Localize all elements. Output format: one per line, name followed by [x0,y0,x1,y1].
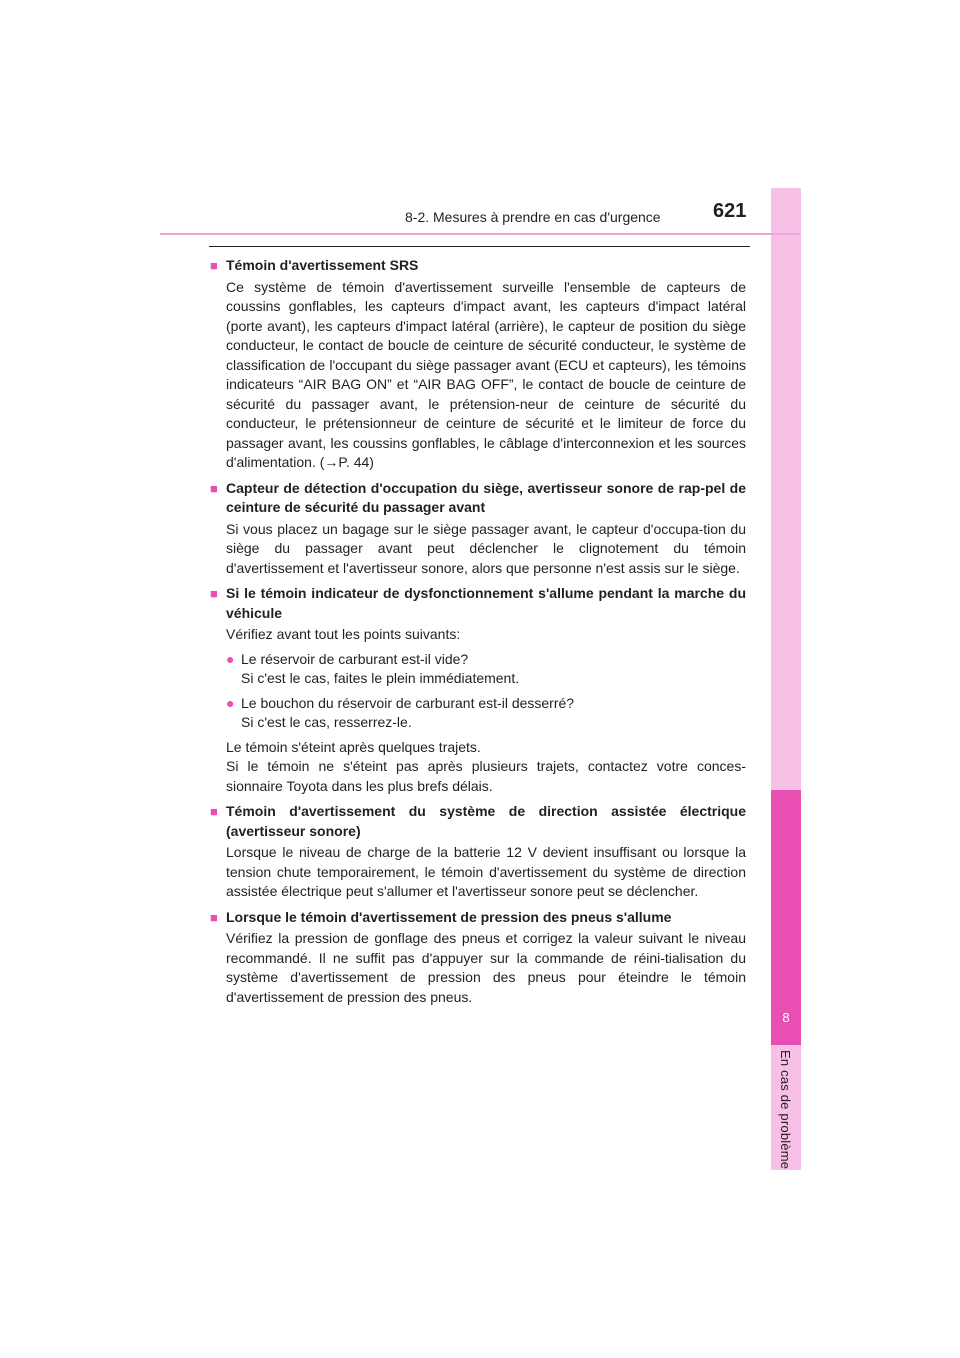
section-outro-line: Si le témoin ne s'éteint pas après plusieurs trajets, contactez votre conces-sionnaire Toyota dans les plus brefs délais. [226,758,746,794]
square-bullet-icon: ■ [210,804,218,819]
section-title [210,802,746,841]
chapter-side-tab [771,188,801,1170]
square-bullet-icon: ■ [210,586,218,601]
chapter-label: En cas de problème [778,1050,793,1170]
section-srs [210,256,746,473]
bullet-answer: Si c'est le cas, resserrez-le. [241,714,412,730]
section-tire-pressure [210,908,746,1008]
section-title-text: Si le témoin indicateur de dysfonctionnement s'allume pendant la marche du véhicule [226,585,746,621]
section-malfunction [210,584,746,796]
section-body: Lorsque le niveau de charge de la batterie 12 V devient insuffisant ou lorsque la tension chute temporairement, le témoin d'avertissement du système de direction assistée électrique peut s'allumer et l'avertisseur sonore peut se déclencher. [226,844,746,899]
bullet-question: Le bouchon du réservoir de carburant est-il desserré? [241,694,575,711]
section-title [210,584,746,623]
section-intro: Vérifiez avant tout les points suivants: [226,626,461,642]
section-body: Vérifiez la pression de gonflage des pneus et corrigez la valeur suivant le niveau recommandé. Il ne suffit pas d'appuyer sur la commande de réini-tialisation du système d'avertissement de pression des pneus pour éteindre le témoin d'avertissement de pression des pneus. [226,930,746,1005]
page-number: 621 [713,200,747,222]
chapter-number: 8 [782,1010,790,1025]
bullet-question: Le réservoir de carburant est-il vide? [241,650,469,667]
header-title: 8-2. Mesures à prendre en cas d'urgence [405,209,661,225]
section-title [210,256,746,276]
list-item [226,694,746,733]
square-bullet-icon: ■ [210,909,218,925]
page-content [210,256,746,1013]
header-rule [160,233,800,235]
section-title-text: Témoin d'avertissement SRS [226,257,419,273]
section-title-text: Lorsque le témoin d'avertissement de pression des pneus s'allume [226,908,672,925]
section-title [210,908,746,928]
section-title [210,479,746,518]
section-title-text: Témoin d'avertissement du système de direction assistée électrique (avertisseur sonore) [226,803,746,839]
circle-bullet-icon: ● [226,650,235,667]
section-outro-line: Le témoin s'éteint après quelques trajets. [226,738,481,755]
content-rule [209,246,750,247]
circle-bullet-icon: ● [226,694,235,711]
bullet-answer: Si c'est le cas, faites le plein immédiatement. [241,670,520,686]
chapter-marker [771,790,801,1045]
list-item [226,650,746,689]
section-body: Si vous placez un bagage sur le siège passager avant, le capteur d'occupa-tion du siège du passager avant peut déclencher le clignotement du témoin d'avertissement et l'avertisseur sonore, alors que personne n'est assis sur le siège. [226,520,746,576]
section-power-steering [210,802,746,902]
square-bullet-icon: ■ [210,258,218,273]
square-bullet-icon: ■ [210,480,218,496]
section-title-text: Capteur de détection d'occupation du siège, avertisseur sonore de rap-pel de ceinture de sécurité du passager avant [226,479,746,515]
section-seat-sensor [210,479,746,579]
section-body: Ce système de témoin d'avertissement surveille l'ensemble de capteurs de coussins gonflables, les capteurs d'impact avant, les capteurs d'impact latéral (porte avant), les capteurs d'impact latéral (arrière), le capteur de position du siège conducteur, le contact de boucle de ceinture de sécurité conducteur, le système de classification de l'occupant du siège passager avant (ECU et capteurs), les témoins indicateurs “AIR BAG ON” et “AIR BAG OFF”, le contact de boucle de ceinture de sécurité du passager avant, le prétension-neur de ceinture de sécurité du conducteur, le prétensionneur de ceinture de sécurité et le limiteur de force du passager avant, les coussins gonflables, le câblage d'interconnexion et les sources d'alimentation. (→P. 44) [226,278,746,470]
